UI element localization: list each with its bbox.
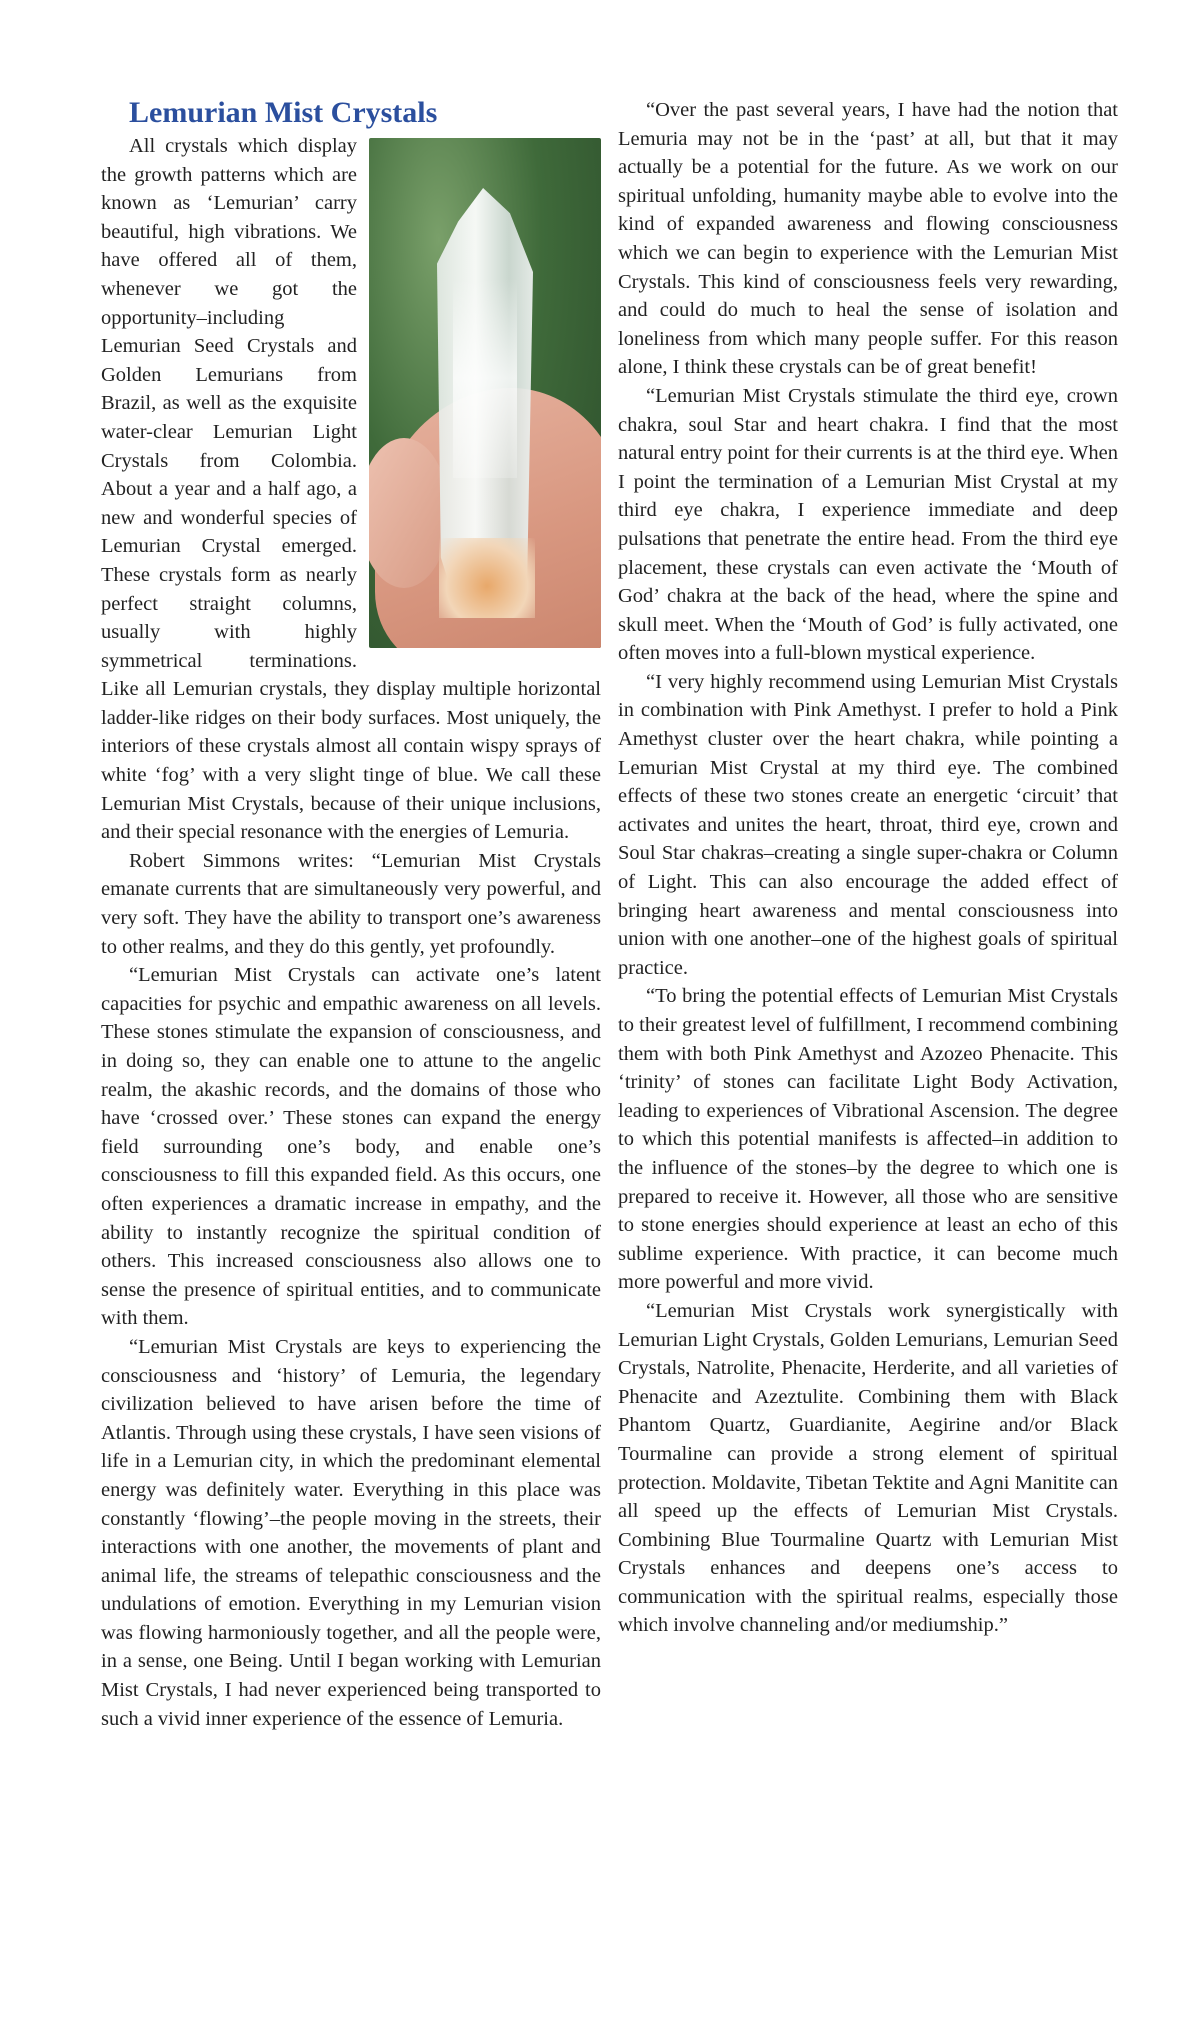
crystal-fog [453, 278, 517, 478]
left-column [101, 96, 601, 1733]
paragraph: “I very highly recommend using Lemurian Mist Crystals in combination with Pink Amethyst. I prefer to hold a Pink Amethyst cluster over the heart chakra, while pointing a Lemurian Mist Crystal at my third eye. The combined effects of these two stones create an energetic ‘circuit’ that activates and unites the heart, throat, third eye, crown and Soul Star chakras–creating a single super-chakra or Column of Light. This can also encourage the added effect of bringing heart awareness and mental consciousness into union with one another–one of the highest goals of spiritual practice. [618, 670, 1118, 979]
right-column [618, 96, 1118, 1640]
article-title: Lemurian Mist Crystals [129, 96, 438, 129]
paragraph: “Lemurian Mist Crystals can activate one’s latent capacities for psychic and empathic awareness on all levels. These stones stimulate the expansion of consciousness, and in doing so, they can enable one to attune to the angelic realm, the akashic records, and the domains of those who have ‘crossed over.’ These stones can expand the energy field surrounding one’s body, and enable one’s consciousness to fill this expanded field. As this occurs, one often experiences a dramatic increase in empathy, and the ability to instantly recognize the spiritual condition of others. This increased consciousness also allows one to sense the presence of spiritual entities, and to communicate with them. [101, 964, 601, 1330]
paragraph: “Lemurian Mist Crystals stimulate the third eye, crown chakra, soul Star and heart chakra. I find that the most natural entry point for their currents is at the third eye. When I point the termination of a Lemurian Mist Crystal at my third eye chakra, I experience immediate and deep pulsations that penetrate the entire head. From the third eye placement, these crystals can even activate the ‘Mouth of God’ chakra at the back of the head, where the spine and skull meet. When the ‘Mouth of God’ is fully activated, one often moves into a full-blown mystical experience. [618, 384, 1118, 665]
paragraph: “To bring the potential effects of Lemurian Mist Crystals to their greatest level of fulfillment, I recommend combining them with both Pink Amethyst and Azozeo Phenacite. This ‘trinity’ of stones can facilitate Light Body Activation, leading to experiences of Vibrational Ascension. The degree to which this potential manifests is affected–in addition to the influence of the stones–by the degree to which one is prepared to receive it. However, all those who are sensitive to stone energies should experience at least an echo of this sublime experience. With practice, it can become much more powerful and more vivid. [618, 985, 1118, 1294]
crystal-base [439, 538, 535, 618]
paragraph: “Lemurian Mist Crystals are keys to experiencing the consciousness and ‘history’ of Lemuria, the legendary civilization believed to have arisen before the time of Atlantis. Through using these crystals, I have seen visions of life in a Lemurian city, in which the predominant elemental energy was definitely water. Everything in this place was constantly ‘flowing’–the people moving in the streets, their interactions with one another, the movements of plant and animal life, the streams of telepathic consciousness and the undulations of emotion. Everything in my Lemurian vision was flowing harmoniously together, and all the people were, in a sense, one Being. Until I began working with Lemurian Mist Crystals, I had never experienced being transported to such a vivid inner experience of the essence of Lemuria. [101, 1335, 601, 1730]
paragraph: Robert Simmons writes: “Lemurian Mist Crystals emanate currents that are simultaneously very powerful, and very soft. They have the ability to transport one’s awareness to other realms, and they do this gently, yet profoundly. [101, 849, 601, 958]
paragraph: “Over the past several years, I have had the notion that Lemuria may not be in the ‘past’ at all, but that it may actually be a potential for the future. As we work on our spiritual unfolding, humanity maybe able to evolve into the kind of expanded awareness and flowing consciousness which we can begin to experience with the Lemurian Mist Crystals. This kind of consciousness feels very rewarding, and could do much to heal the sense of isolation and loneliness from which many people suffer. For this reason alone, I think these crystals can be of great benefit! [618, 99, 1118, 379]
paragraph: “Lemurian Mist Crystals work synergistically with Lemurian Light Crystals, Golden Lemurians, Lemurian Seed Crystals, Natrolite, Phenacite, Herderite, and all varieties of Phenacite and Azeztulite. Combining them with Black Phantom Quartz, Guardianite, Aegirine and/or Black Tourmaline can provide a strong element of spiritual protection. Moldavite, Tibetan Tektite and Agni Manitite can all speed up the effects of Lemurian Mist Crystals. Combining Blue Tourmaline Quartz with Lemurian Mist Crystals enhances and deepens one’s access to communication with the spiritual realms, especially those which involve channeling and/or mediumship.” [618, 1299, 1118, 1637]
paragraph: All crystals which display the growth patterns which are known as ‘Lemurian’ carry beautiful, high vibrations. We have offered all of them, whenever we got the opportunity–including Lemurian Seed Crystals and Golden Lemurians from Brazil, as well as the exquisite water-clear Lemurian Light Crystals from Colombia. About a year and a half ago, a new and wonderful species of Lemurian Crystal emerged. These crystals form as nearly perfect straight columns, usually with highly symmetrical terminations. Like all Lemurian crystals, they display multiple horizontal ladder-like ridges on their body surfaces. Most uniquely, the interiors of these crystals almost all contain wispy sprays of white ‘fog’ with a very slight tinge of blue. We call these Lemurian Mist Crystals, because of their unique inclusions, and their special resonance with the energies of Lemuria. [101, 135, 601, 844]
crystal-photo [369, 138, 601, 648]
